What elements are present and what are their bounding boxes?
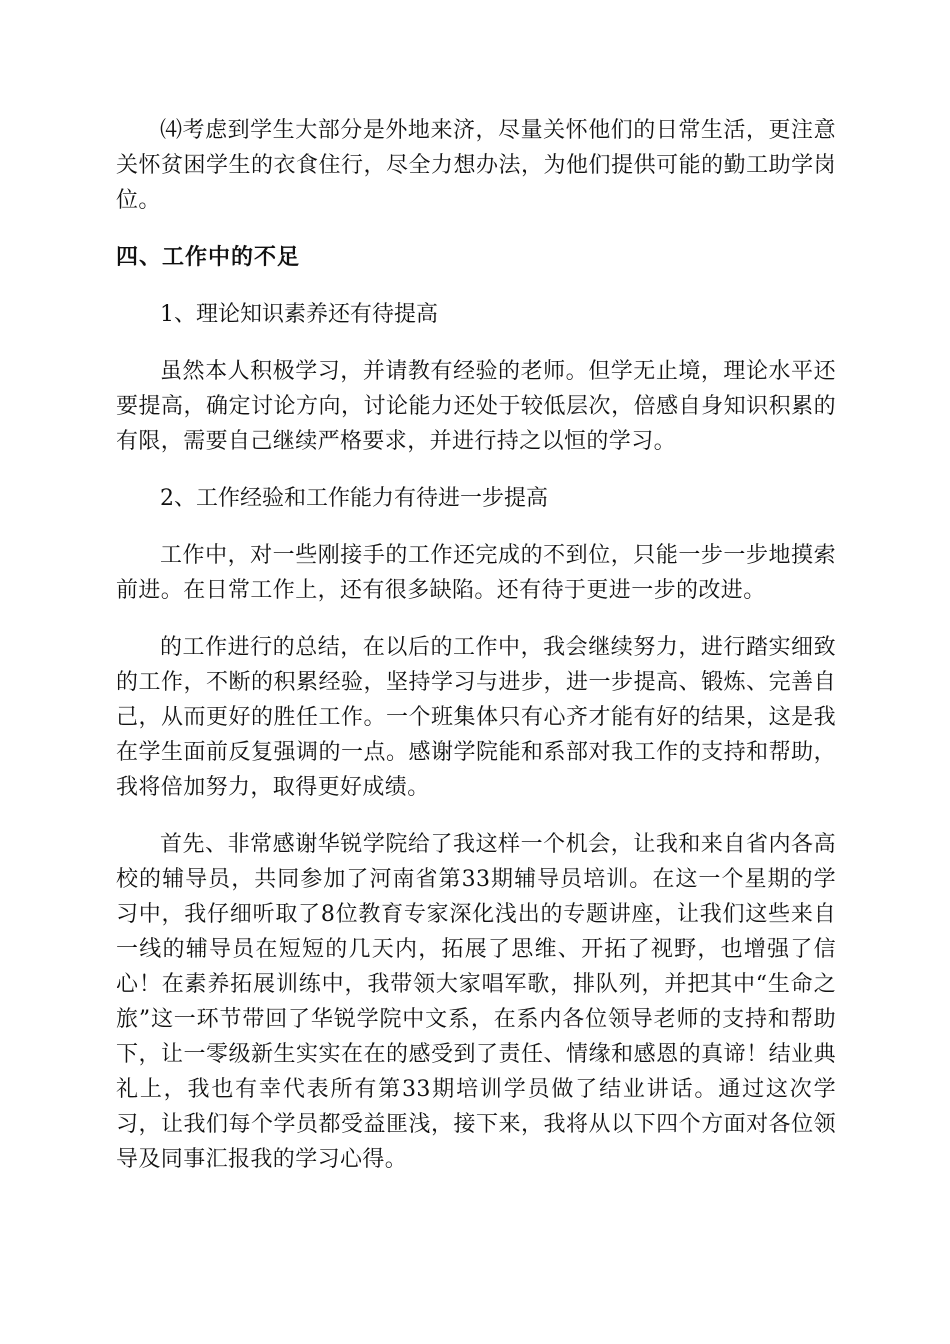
paragraph-theory: 虽然本人积极学习，并请教有经验的老师。但学无止境，理论水平还要提高，确定讨论方向，讨论能力还处于较低层次，倍感自身知识积累的有限，需要自己继续严格要求，并进行持之以恒的学习。 [116,359,836,454]
section-heading-shortcomings: 四、工作中的不足 [116,245,301,270]
subheading-experience: 2、工作经验和工作能力有待进一步提高 [160,486,548,511]
subheading-theory: 1、理论知识素养还有待提高 [160,302,438,327]
paragraph-living-care: ⑷考虑到学生大部分是外地来济，尽量关怀他们的日常生活，更注意关怀贫困学生的衣食住行，尽全力想办法，为他们提供可能的勤工助学岗位。 [116,118,836,213]
paragraph-experience: 工作中，对一些刚接手的工作还完成的不到位，只能一步一步地摸索前进。在日常工作上，还有很多缺陷。还有待于更进一步的改进。 [116,543,836,603]
document-page [116,113,836,1199]
paragraph-training: 首先、非常感谢华锐学院给了我这样一个机会，让我和来自省内各高校的辅导员，共同参加了河南省第33期辅导员培训。在这一个星期的学习中，我仔细听取了8位教育专家深化浅出的专题讲座，让我们这些来自一线的辅导员在短短的几天内，拓展了思维、开拓了视野，也增强了信心！在素养拓展训练中，我带领大家唱军歌，排队列，并把其中“生命之旅”这一环节带回了华锐学院中文系，在系内各位领导老师的支持和帮助下，让一零级新生实实在在的感受到了责任、情缘和感恩的真谛！结业典礼上，我也有幸代表所有第33期培训学员做了结业讲话。通过这次学习，让我们每个学员都受益匪浅，接下来，我将从以下四个方面对各位领导及同事汇报我的学习心得。 [116,832,836,1172]
paragraph-summary: 的工作进行的总结，在以后的工作中，我会继续努力，进行踏实细致的工作，不断的积累经验，坚持学习与进步，进一步提高、锻炼、完善自己，从而更好的胜任工作。一个班集体只有心齐才能有好的结果，这是我在学生面前反复强调的一点。感谢学院能和系部对我工作的支持和帮助，我将倍加努力，取得更好成绩。 [116,635,836,800]
